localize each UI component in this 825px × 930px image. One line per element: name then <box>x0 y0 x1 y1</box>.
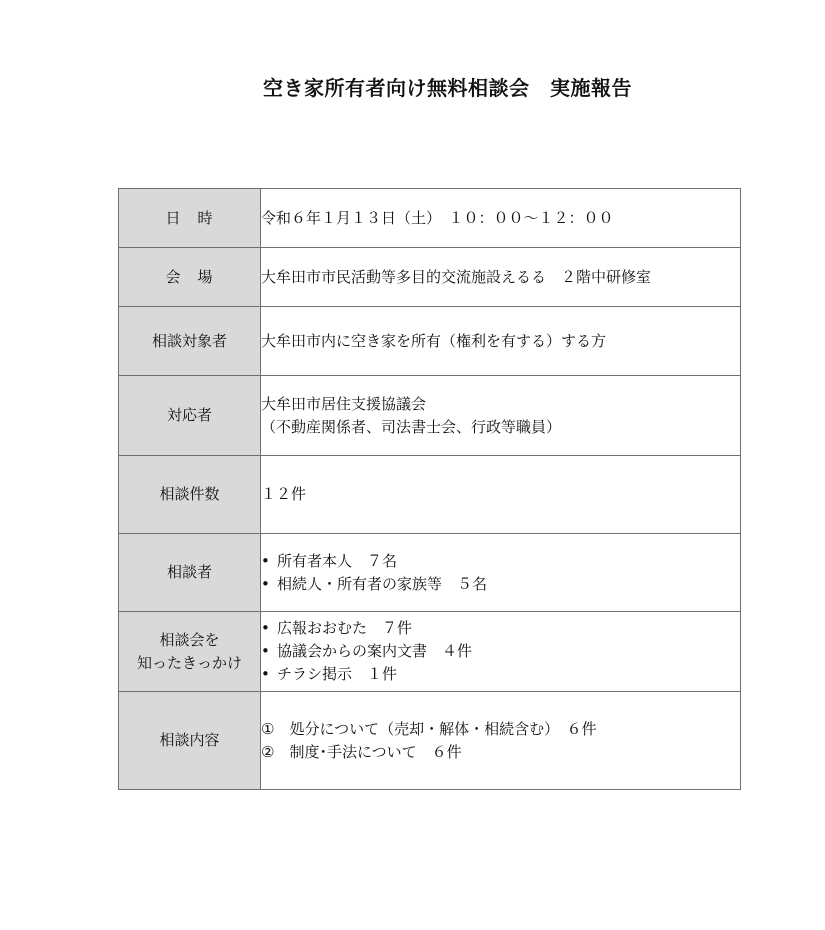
list-item-text: 広報おおむた ７件 <box>277 619 413 637</box>
row-value-target: 大牟田市内に空き家を所有（権利を有する）する方 <box>261 307 741 376</box>
list-item-text: 協議会からの案内文書 ４件 <box>277 642 473 660</box>
row-label-content: 相談内容 <box>119 692 261 790</box>
row-value-content <box>261 692 741 790</box>
table-row-content <box>119 692 741 790</box>
row-label-datetime: 日 時 <box>119 189 261 248</box>
page-title: 空き家所有者向け無料相談会 実施報告 <box>263 76 632 100</box>
row-label-target: 相談対象者 <box>119 307 261 376</box>
table-row-responders <box>119 376 741 456</box>
bullet-icon: • <box>261 665 270 683</box>
row-label-responders: 対応者 <box>119 376 261 456</box>
table-row-target <box>119 307 741 376</box>
bullet-icon: • <box>261 642 270 660</box>
list-item-text: ① 処分について（売却・解体・相続含む） ６件 <box>261 719 597 738</box>
report-table <box>118 188 741 790</box>
row-label-line: 相談会を <box>159 630 220 649</box>
bullet-icon: • <box>261 551 270 570</box>
row-label-trigger <box>119 612 261 692</box>
row-label-consultees: 相談者 <box>119 534 261 612</box>
table-row-trigger <box>119 612 741 692</box>
bullet-icon: • <box>261 574 270 593</box>
list-item <box>261 640 740 663</box>
row-value-trigger <box>261 612 741 692</box>
row-label-line: 知ったきっかけ <box>136 653 242 672</box>
list-item-text: チラシ掲示 １件 <box>277 665 398 683</box>
row-value-consultees <box>261 534 741 612</box>
row-label-venue: 会 場 <box>119 248 261 307</box>
list-item <box>261 617 740 640</box>
list-item <box>261 663 740 686</box>
list-item-text: 相続人・所有者の家族等 ５名 <box>277 574 488 593</box>
bullet-icon: • <box>261 619 270 637</box>
responders-line: 大牟田市居住支援協議会 <box>261 394 427 413</box>
table-row-venue <box>119 248 741 307</box>
table-row-datetime <box>119 189 741 248</box>
list-item <box>261 573 740 596</box>
list-item-text: 所有者本人 ７名 <box>277 551 398 570</box>
list-item-text: ② 制度･手法について ６件 <box>261 742 462 761</box>
row-value-datetime: 令和６年１月１３日（土） １０：００～１２：００ <box>261 189 741 248</box>
row-label-count: 相談件数 <box>119 456 261 534</box>
row-value-responders <box>261 376 741 456</box>
row-value-count: １２件 <box>261 456 741 534</box>
responders-line: （不動産関係者、司法書士会、行政等職員） <box>261 417 562 436</box>
table-row-consultees <box>119 534 741 612</box>
list-item <box>261 550 740 573</box>
table-row-count <box>119 456 741 534</box>
row-value-venue: 大牟田市市民活動等多目的交流施設えるる ２階中研修室 <box>261 248 741 307</box>
